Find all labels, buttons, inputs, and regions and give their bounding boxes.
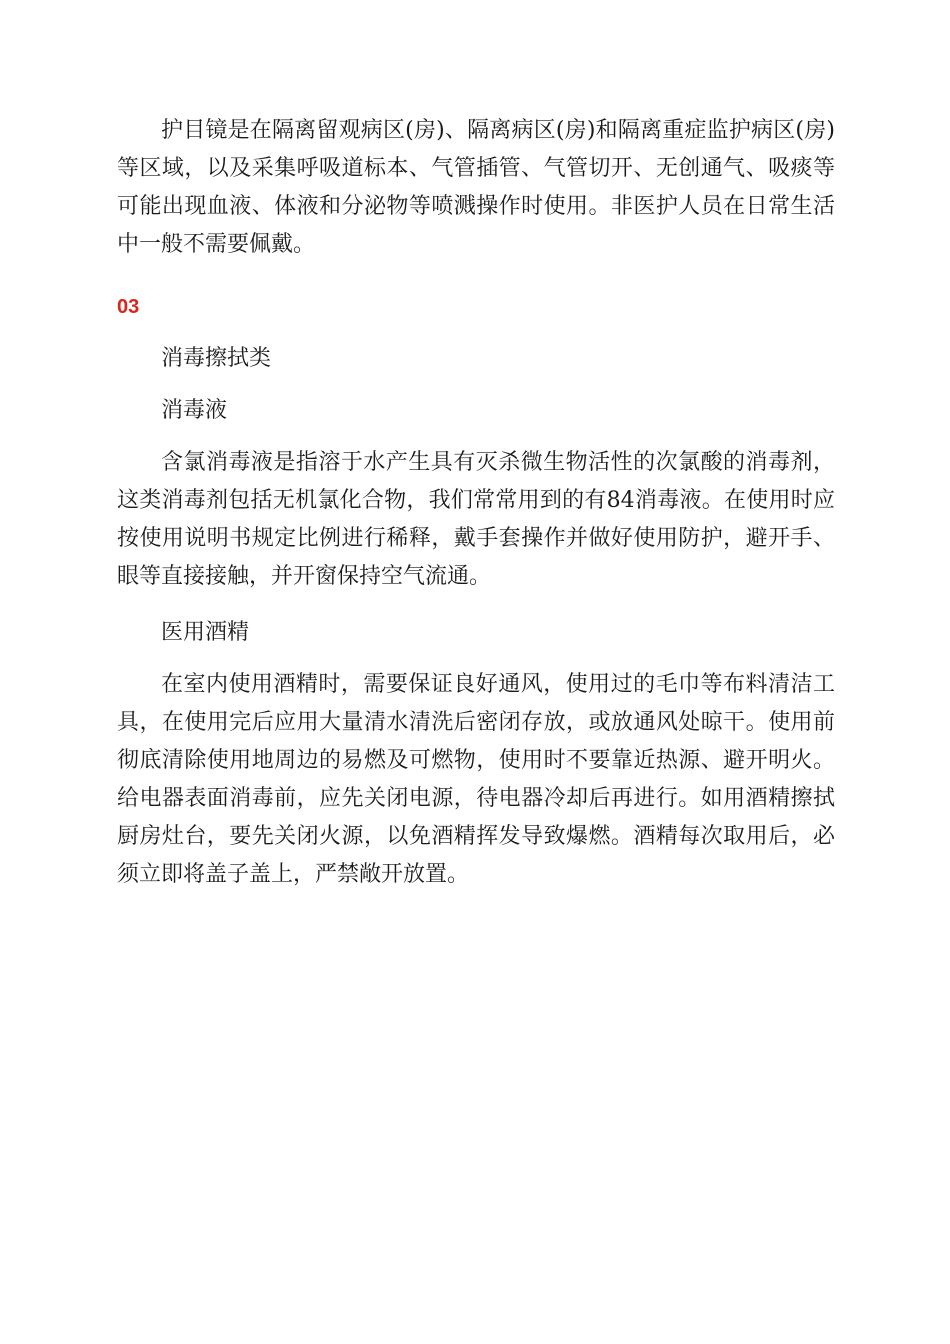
section-number: 03	[117, 296, 140, 318]
paragraph-alcohol-usage: 在室内使用酒精时，需要保证良好通风，使用过的毛巾等布料清洁工具，在使用完后应用大量清水清洗后密闭存放，或放通风处晾干。使用前彻底清除使用地周边的易燃及可燃物，使用时不要靠近热源、避开明火。给电器表面消毒前，应先关闭电源，待电器冷却后再进行。如用酒精擦拭厨房灶台，要先关闭火源，以免酒精挥发导致爆燃。酒精每次取用后，必须立即将盖子盖上，严禁敞开放置。	[117, 672, 835, 887]
document-body	[117, 112, 835, 894]
paragraph-goggles: 护目镜是在隔离留观病区(房)、隔离病区(房)和隔离重症监护病区(房)等区域，以及采集呼吸道标本、气管插管、气管切开、无创通气、吸痰等可能出现血液、体液和分泌物等喷溅操作时使用。非医护人员在日常生活中一般不需要佩戴。	[117, 118, 835, 257]
section-title: 消毒擦拭类	[161, 346, 272, 371]
subheading-disinfectant: 消毒液	[161, 398, 228, 423]
paragraph-chlorine-disinfectant: 含氯消毒液是指溶于水产生具有灭杀微生物活性的次氯酸的消毒剂，这类消毒剂包括无机氯化合物，我们常常用到的有84消毒液。在使用时应按使用说明书规定比例进行稀释，戴手套操作并做好使用防护，避开手、眼等直接接触，并开窗保持空气流通。	[117, 450, 835, 589]
subheading-medical-alcohol: 医用酒精	[161, 620, 250, 645]
